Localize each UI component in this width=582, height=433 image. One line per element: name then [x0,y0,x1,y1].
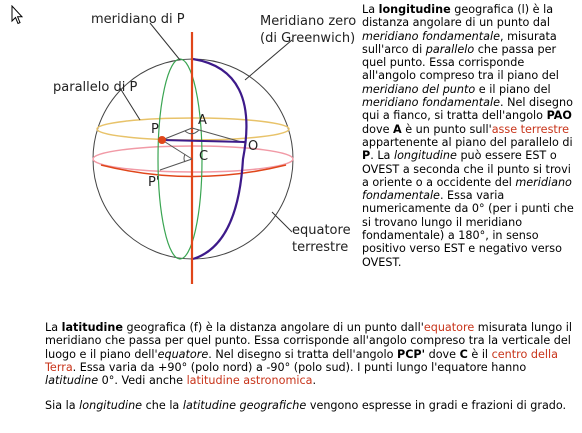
text-fragment: appartenente al piano del parallelo di [362,135,573,149]
text-fragment: meridiano del punto [362,82,476,96]
label-point-a: A [198,113,207,128]
pointer-meridian-p [150,23,180,60]
text-fragment: dove [362,122,394,136]
text-fragment: geografica ( [122,321,194,334]
label-point-c: C [199,149,209,164]
earth-axis-link[interactable]: asse terrestre [491,122,570,136]
label-meridian-zero-line2: (di Greenwich) [260,31,356,46]
text-fragment: . Nel disegno si tratta dell'angolo [208,347,397,361]
text-fragment: che la [142,399,183,413]
text-fragment: che passa per quel punto. Essa corrisponde all'angolo compreso tra il piano del [362,42,559,83]
equator-link[interactable]: equatore [423,321,475,334]
text-fragment: longitudine [79,399,143,413]
label-equator-line1: equatore [292,223,351,238]
text-fragment: equatore [157,347,209,361]
text-fragment: è il [467,347,492,361]
text-fragment: , misurata sull'arco di [362,29,557,56]
label-meridian-p: meridiano di P [91,12,185,27]
pointer-equator [272,212,292,232]
earth-coordinates-diagram [0,0,362,320]
text-fragment: latitudine [45,374,99,388]
bottom-text-block [45,321,575,425]
point-p-marker [158,136,166,144]
text-fragment: dove [425,347,460,361]
text-fragment: . Essa varia numericamente da 0° (per i punti che si trovano lungo il meridiano fondamentale) a 180°, in senso positivo verso EST e negativo verso OVEST. [362,189,574,269]
text-fragment: ) è la distanza angolare di un punto dall' [197,321,424,334]
text-fragment: . [312,374,317,388]
label-equator-line2: terrestre [292,240,349,255]
text-fragment: latitudine geografiche [182,399,307,413]
text-fragment: meridiano fondamentale [362,29,500,43]
latitude-symbol: f [193,321,198,334]
summary-paragraph [45,399,575,412]
text-fragment: Sia la [45,399,80,413]
line-p-c [162,140,192,159]
angle-pcp: PCP' [397,347,426,361]
text-fragment: vengono espresse in gradi e frazioni di grado. [306,399,567,413]
line-c-pprime [160,159,192,170]
point-p-ref: P [362,149,371,163]
earth-center-link[interactable]: centro della Terra [45,347,558,374]
label-point-p: P [151,122,159,137]
longitude-term: longitudine [378,3,451,16]
text-fragment: 0°. Vedi anche [98,374,187,388]
text-fragment: misurata lungo il meridiano che passa per quel punto. Essa corrisponde all'angolo compreso tra la verticale del luogo e il piano dell' [45,321,572,361]
text-fragment: ) è la distanza angolare di un punto dal [362,3,554,30]
latitude-term: latitudine [61,321,123,334]
text-fragment: meridiano fondamentale [362,175,572,203]
angle-arc-c [184,154,185,162]
text-fragment: meridiano fondamentale [362,96,500,110]
text-fragment: può essere EST o OVEST a seconda che il punto si trovi a oriente o a occidente del [362,149,571,189]
text-fragment: è un punto sull' [401,122,492,136]
equator-front-arc [101,165,286,177]
label-meridian-zero-line1: Meridiano zero [260,14,357,29]
point-c-ref: C [459,347,468,361]
text-fragment: . La [370,149,394,163]
text-fragment: e il piano del [475,82,551,96]
angle-pao: PAO [546,109,572,123]
text-fragment: . Nel disegno qui a fianco, si tratta dell'angolo [362,96,573,123]
label-parallel-p: parallelo di P [53,80,138,95]
latitude-paragraph [45,321,575,387]
text-fragment: La [45,321,62,334]
label-point-p-prime: P' [148,175,160,190]
longitude-paragraph [362,3,580,269]
astronomical-latitude-link[interactable]: latitudine astronomica [186,374,313,388]
text-fragment: geografica ( [450,3,522,16]
line-p-o [162,140,245,142]
point-a-ref: A [393,122,402,136]
text-fragment: La [362,3,379,16]
meridian-of-p [158,59,202,259]
pointer-meridian-zero [245,40,292,80]
text-fragment: . Essa varia da +90° (polo nord) a -90° (polo sud). I punti lungo l'equatore hanno [72,360,527,374]
label-point-o: O [248,139,259,154]
longitude-symbol: l [521,3,525,16]
line-p-a [162,128,192,140]
text-fragment: parallelo [425,42,475,56]
text-fragment: longitudine [393,149,457,163]
